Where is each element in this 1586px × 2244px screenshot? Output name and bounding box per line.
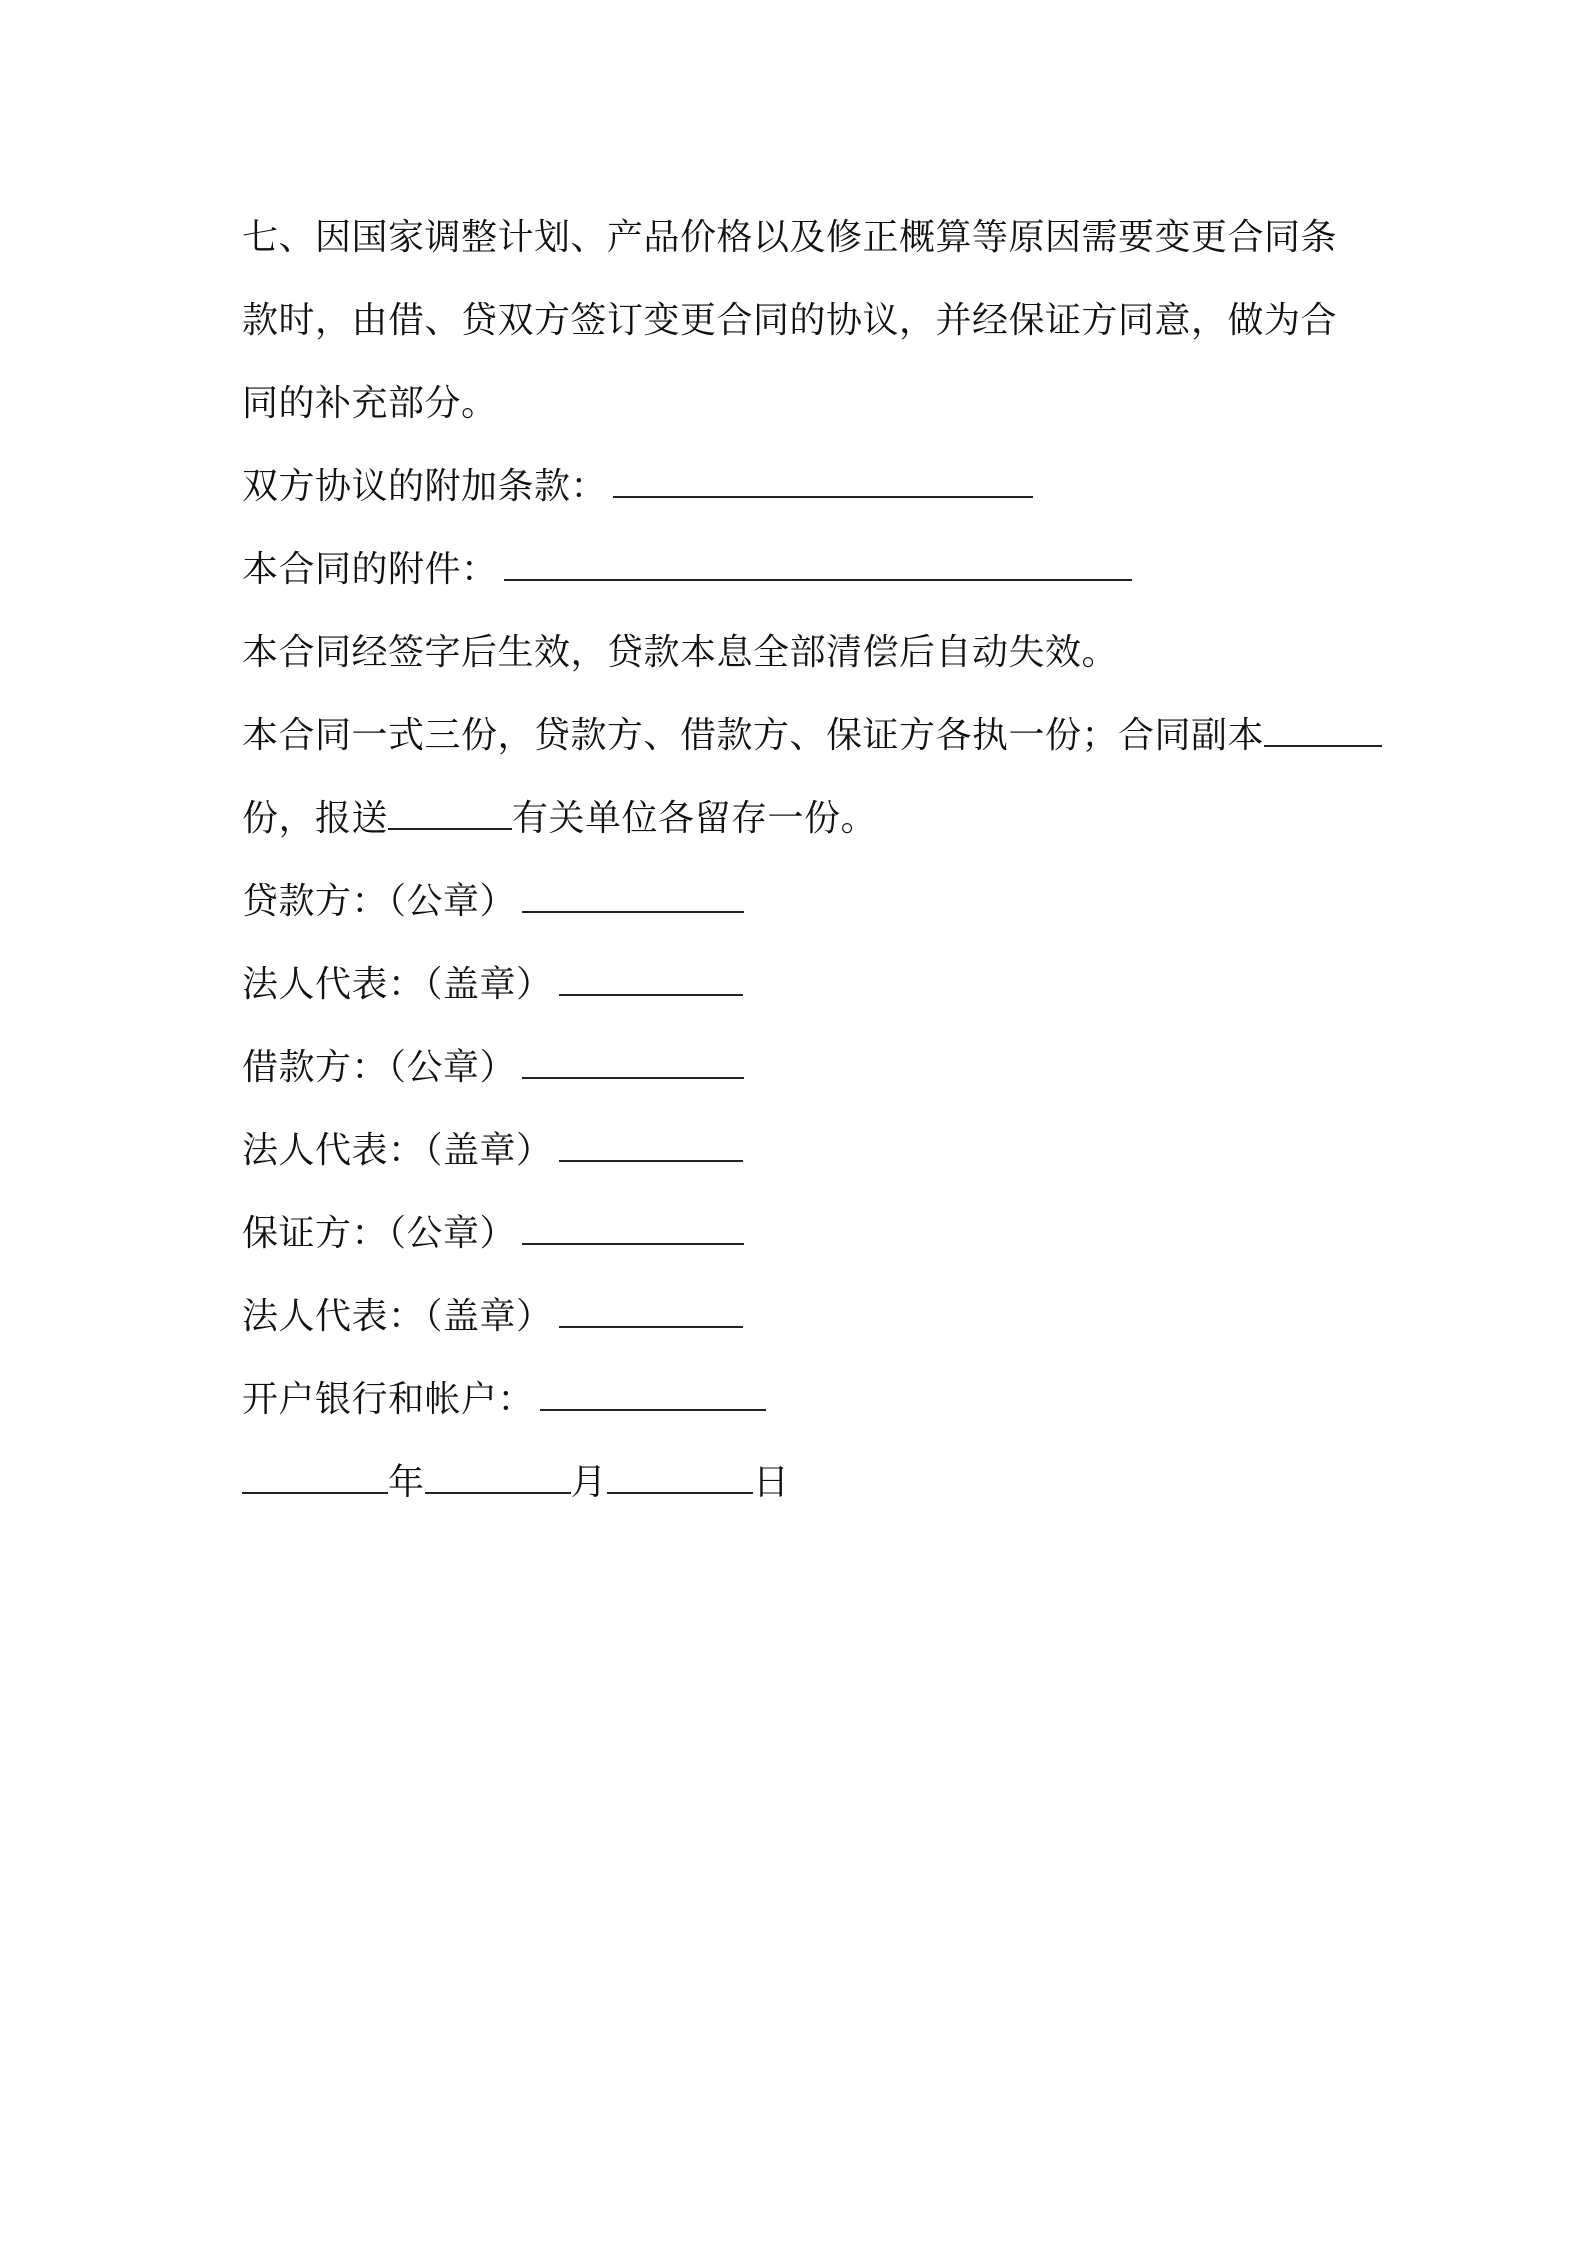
bank-account-row bbox=[242, 1358, 1362, 1441]
copies-count-blank[interactable] bbox=[1264, 717, 1382, 747]
attachments-label: 本合同的附件： bbox=[242, 549, 498, 590]
paragraph-7-line-3: 同的补充部分。 bbox=[242, 383, 498, 424]
copies-text-1: 本合同一式三份，贷款方、借款方、保证方各执一份；合同副本 bbox=[242, 715, 1265, 756]
copies-line-2 bbox=[242, 777, 1362, 860]
paragraph-7-line-2: 款时，由借、贷双方签订变更合同的协议，并经保证方同意，做为合 bbox=[242, 300, 1338, 341]
signature-guarantor bbox=[242, 1192, 1362, 1275]
bank-account-label: 开户银行和帐户： bbox=[242, 1379, 535, 1420]
effective-clause: 本合同经签字后生效，贷款本息全部清偿后自动失效。 bbox=[242, 632, 1119, 673]
copies-text-3: 有关单位各留存一份。 bbox=[512, 798, 878, 839]
signature-blank[interactable] bbox=[559, 1132, 743, 1162]
signature-label: 借款方：（公章） bbox=[242, 1047, 517, 1088]
signature-label: 法人代表：（盖章） bbox=[242, 1296, 553, 1337]
signature-blank[interactable] bbox=[559, 1298, 743, 1328]
bank-account-blank[interactable] bbox=[540, 1381, 766, 1411]
signature-blank[interactable] bbox=[559, 966, 743, 996]
month-blank[interactable] bbox=[425, 1464, 571, 1494]
contract-body bbox=[242, 196, 1362, 1524]
signature-label: 法人代表：（盖章） bbox=[242, 1130, 553, 1171]
signature-lender bbox=[242, 860, 1362, 943]
day-blank[interactable] bbox=[607, 1464, 753, 1494]
signature-borrower bbox=[242, 1026, 1362, 1109]
day-label: 日 bbox=[753, 1462, 790, 1503]
additional-terms-label: 双方协议的附加条款： bbox=[242, 466, 608, 507]
additional-terms-row bbox=[242, 445, 1362, 528]
year-blank[interactable] bbox=[242, 1464, 388, 1494]
date-row bbox=[242, 1441, 1362, 1524]
paragraph-7-line-1: 七、因国家调整计划、产品价格以及修正概算等原因需要变更合同条 bbox=[242, 217, 1338, 258]
report-to-blank[interactable] bbox=[388, 800, 512, 830]
signature-borrower-representative bbox=[242, 1109, 1362, 1192]
signature-label: 贷款方：（公章） bbox=[242, 881, 517, 922]
signature-blank[interactable] bbox=[522, 1049, 744, 1079]
copies-line-1 bbox=[242, 694, 1362, 777]
signature-lender-representative bbox=[242, 943, 1362, 1026]
year-label: 年 bbox=[388, 1462, 425, 1503]
signature-guarantor-representative bbox=[242, 1275, 1362, 1358]
signature-label: 保证方：（公章） bbox=[242, 1213, 517, 1254]
attachments-row bbox=[242, 528, 1362, 611]
copies-text-2: 份，报送 bbox=[242, 798, 389, 839]
signature-blank[interactable] bbox=[522, 883, 744, 913]
attachments-blank[interactable] bbox=[504, 551, 1132, 581]
additional-terms-blank[interactable] bbox=[613, 468, 1033, 498]
signature-blank[interactable] bbox=[522, 1215, 744, 1245]
signature-label: 法人代表：（盖章） bbox=[242, 964, 553, 1005]
month-label: 月 bbox=[570, 1462, 608, 1503]
